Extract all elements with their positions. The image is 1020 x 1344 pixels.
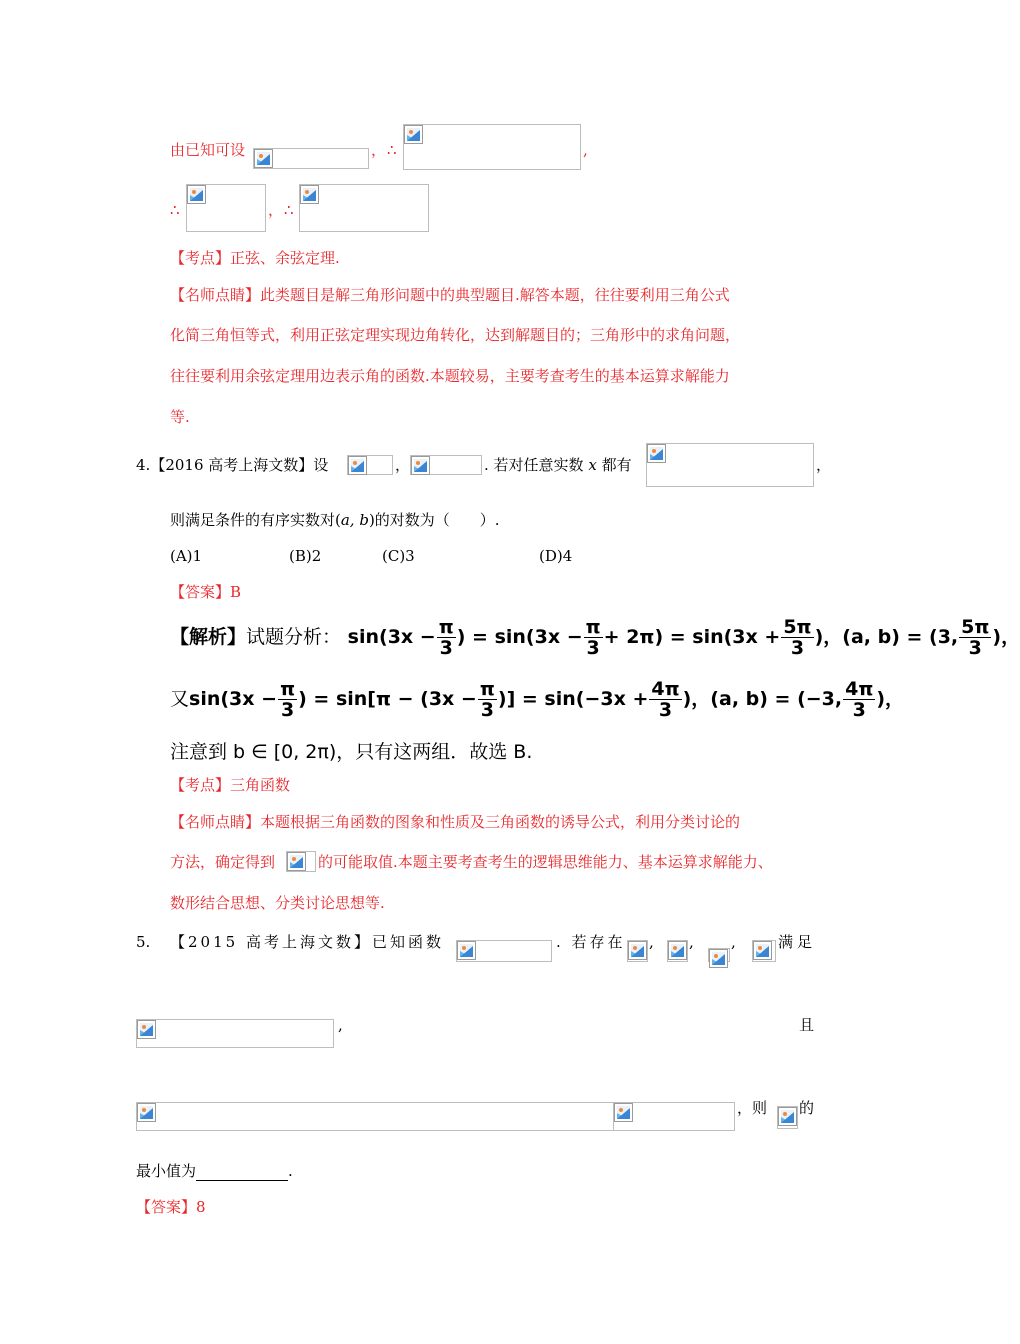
image-placeholder-icon [457,941,476,960]
image-placeholder-icon [137,1020,156,1039]
q5-ruo: . 若存在 [556,933,626,951]
q4-mingshi-1 [170,812,740,832]
q5-comma: , [731,933,736,951]
seg: + 2π) = sin(3x + [603,626,781,648]
num: 4π [845,678,874,700]
p3-mingshi-4: 等. [170,408,190,426]
formula-image [136,1102,614,1131]
formula-image [752,940,776,962]
image-placeholder-icon [300,185,319,204]
q5-lead: 已知函数 [371,933,444,951]
p3-comma: ， [268,201,284,219]
answer-tag: 【答案】 [136,1198,197,1216]
image-placeholder-icon [647,444,666,463]
sin: sin [347,626,380,648]
mingshi-tag: 【名师点睛】 [170,813,261,831]
q4-header [136,455,328,475]
q4-answer [170,582,241,602]
seg: )， [992,626,1020,648]
seg: (3x − [220,688,278,710]
formula-image [646,443,814,487]
fraction [478,679,497,720]
p3-line1-text: 由已知可设 [170,141,246,159]
fraction [843,679,875,720]
image-placeholder-icon [254,149,273,168]
image-placeholder-icon [778,1107,797,1126]
formula-image [286,851,316,872]
formula-image [456,940,552,962]
jiexi-tag: 【解析】 [170,626,247,648]
q4-text-a [484,455,632,475]
question-source: 【2015 高考上海文数】 [170,933,372,951]
kaodian-tag: 【考点】 [170,776,231,794]
var-x: x [588,456,597,474]
num: 5π [961,616,990,638]
q5-comma: , [689,933,694,951]
image-placeholder-icon [668,941,687,960]
num: π [438,616,454,638]
p3-line1 [170,140,245,160]
formula-image [136,1019,334,1048]
p3-comma: ， [371,141,387,159]
den: 3 [968,637,982,659]
q4-mingshi-3: 数形结合思想、分类讨论思想等. [170,894,385,912]
q4-text-a-span: . 若对任意实数 [484,456,584,474]
q5-period: . [288,1162,293,1180]
answer-value: B [230,583,242,601]
q5-comma: , [338,1016,343,1034]
image-placeholder-icon [628,941,647,960]
q4-mingshi-2a: 方法，确定得到 [170,853,276,871]
q5-manzu: 满足 [778,933,817,951]
mingshi-tag: 【名师点睛】 [170,286,261,304]
question-number: 4. [136,456,151,474]
num: π [585,616,601,638]
option-b: (B)2 [289,547,322,565]
num: π [280,678,296,700]
den: 3 [852,699,866,721]
formula-image [347,455,393,475]
den: 3 [280,699,295,721]
q5-last: 最小值为 [136,1162,197,1180]
q5-qie: 且 [799,1016,815,1034]
formula-image [403,124,581,170]
formula-image [186,184,266,232]
fraction [584,617,603,658]
q5-de: 的 [799,1099,815,1117]
formula-image [299,184,429,232]
q4-jiexi-line1 [170,617,1020,658]
q4-line2 [170,510,500,530]
q5-answer [136,1197,206,1217]
num: 4π [651,678,680,700]
image-placeholder-icon [348,456,367,475]
den: 3 [658,699,673,721]
formula-image [627,940,648,962]
mingshi-text: 此类题目是解三角形问题中的典型题目.解答本题，往往要利用三角公式 [260,286,730,304]
q5-last-line [136,1161,293,1181]
q4-line2-end: )的对数为（ ）. [368,511,500,529]
q4-end-comma: ， [816,456,832,474]
kaodian-tag: 【考点】 [170,249,231,267]
p3-mingshi-3: 往往要利用余弦定理用边表示角的函数.本题较易，主要考查考生的基本运算求解能力 [170,367,730,385]
kaodian-text: 三角函数 [230,776,291,794]
mingshi-text: 本题根据三角函数的图象和性质及三角函数的诱导公式，利用分类讨论的 [260,813,741,831]
image-placeholder-icon [404,125,423,144]
fraction [278,679,297,720]
q4-jiexi-line3: 注意到 b ∈ [0, 2π)，只有这两组．故选 B. [170,741,533,763]
q5-ze: ，则 [737,1099,768,1117]
q4-mingshi-2b: 的可能取值.本题主要考查考生的逻辑思维能力、基本运算求解能力、 [318,853,773,871]
formula-image [777,1106,798,1129]
therefore-symbol: ∴ [284,201,294,219]
question-source: 【2016 高考上海文数】 [150,456,314,474]
fraction [437,617,456,658]
therefore-symbol: ∴ [387,141,397,159]
q4-line2-a: 则满足条件的有序实数对( [170,511,341,529]
den: 3 [790,637,805,659]
jiexi-lead: 试题分析： [246,626,342,648]
kaodian-text: 正弦、余弦定理. [230,249,340,267]
q4-text-b: 都有 [601,456,632,474]
num: 5π [783,616,812,638]
q4-comma: ， [395,456,411,474]
image-placeholder-icon [709,949,728,968]
fraction [959,617,991,658]
image-placeholder-icon [614,1103,633,1122]
seg: (3x − [379,626,436,648]
answer-blank[interactable] [196,1164,288,1181]
image-placeholder-icon [287,852,306,871]
den: 3 [439,637,453,659]
image-placeholder-icon [137,1103,156,1122]
therefore-symbol: ∴ [170,201,180,219]
answer-tag: 【答案】 [170,583,231,601]
you: 又 [170,688,190,710]
seg: )， [876,688,905,710]
p3-mingshi-1 [170,285,730,305]
p3-kaodian [170,248,340,268]
q4-she: 设 [313,456,329,474]
formula-image [613,1102,735,1131]
image-placeholder-icon [187,185,206,204]
q5-comma: , [649,933,654,951]
seg: )，(a, b) = (−3, [682,688,843,710]
seg: ) = sin[π − (3x − [298,688,477,710]
option-c: (C)3 [382,547,415,565]
p3-mingshi-2: 化简三角恒等式，利用正弦定理实现边角转化，达到解题目的；三角形中的求角问题， [170,326,741,344]
image-placeholder-icon [753,941,772,960]
num: π [479,678,495,700]
seg: ) = sin(3x − [456,626,583,648]
q4-kaodian [170,775,290,795]
answer-value: 8 [196,1198,206,1216]
fraction [649,679,681,720]
question-number: 5. [136,933,151,951]
den: 3 [480,699,494,721]
q5-header [170,932,444,952]
seg: )] = sin(−3x + [497,688,649,710]
formula-image [667,940,688,962]
seg: )，(a, b) = (3, [814,626,959,648]
formula-image [410,455,482,475]
formula-image [253,148,369,169]
den: 3 [586,637,600,659]
option-d: (D)4 [539,547,573,565]
option-a: (A)1 [170,547,203,565]
q4-line2-ab: a, b [340,511,369,529]
p3-comma: , [583,141,588,159]
fraction [781,617,813,658]
sin: sin [189,688,221,710]
image-placeholder-icon [411,456,430,475]
formula-image [708,948,730,962]
q4-jiexi-line2 [170,679,904,720]
